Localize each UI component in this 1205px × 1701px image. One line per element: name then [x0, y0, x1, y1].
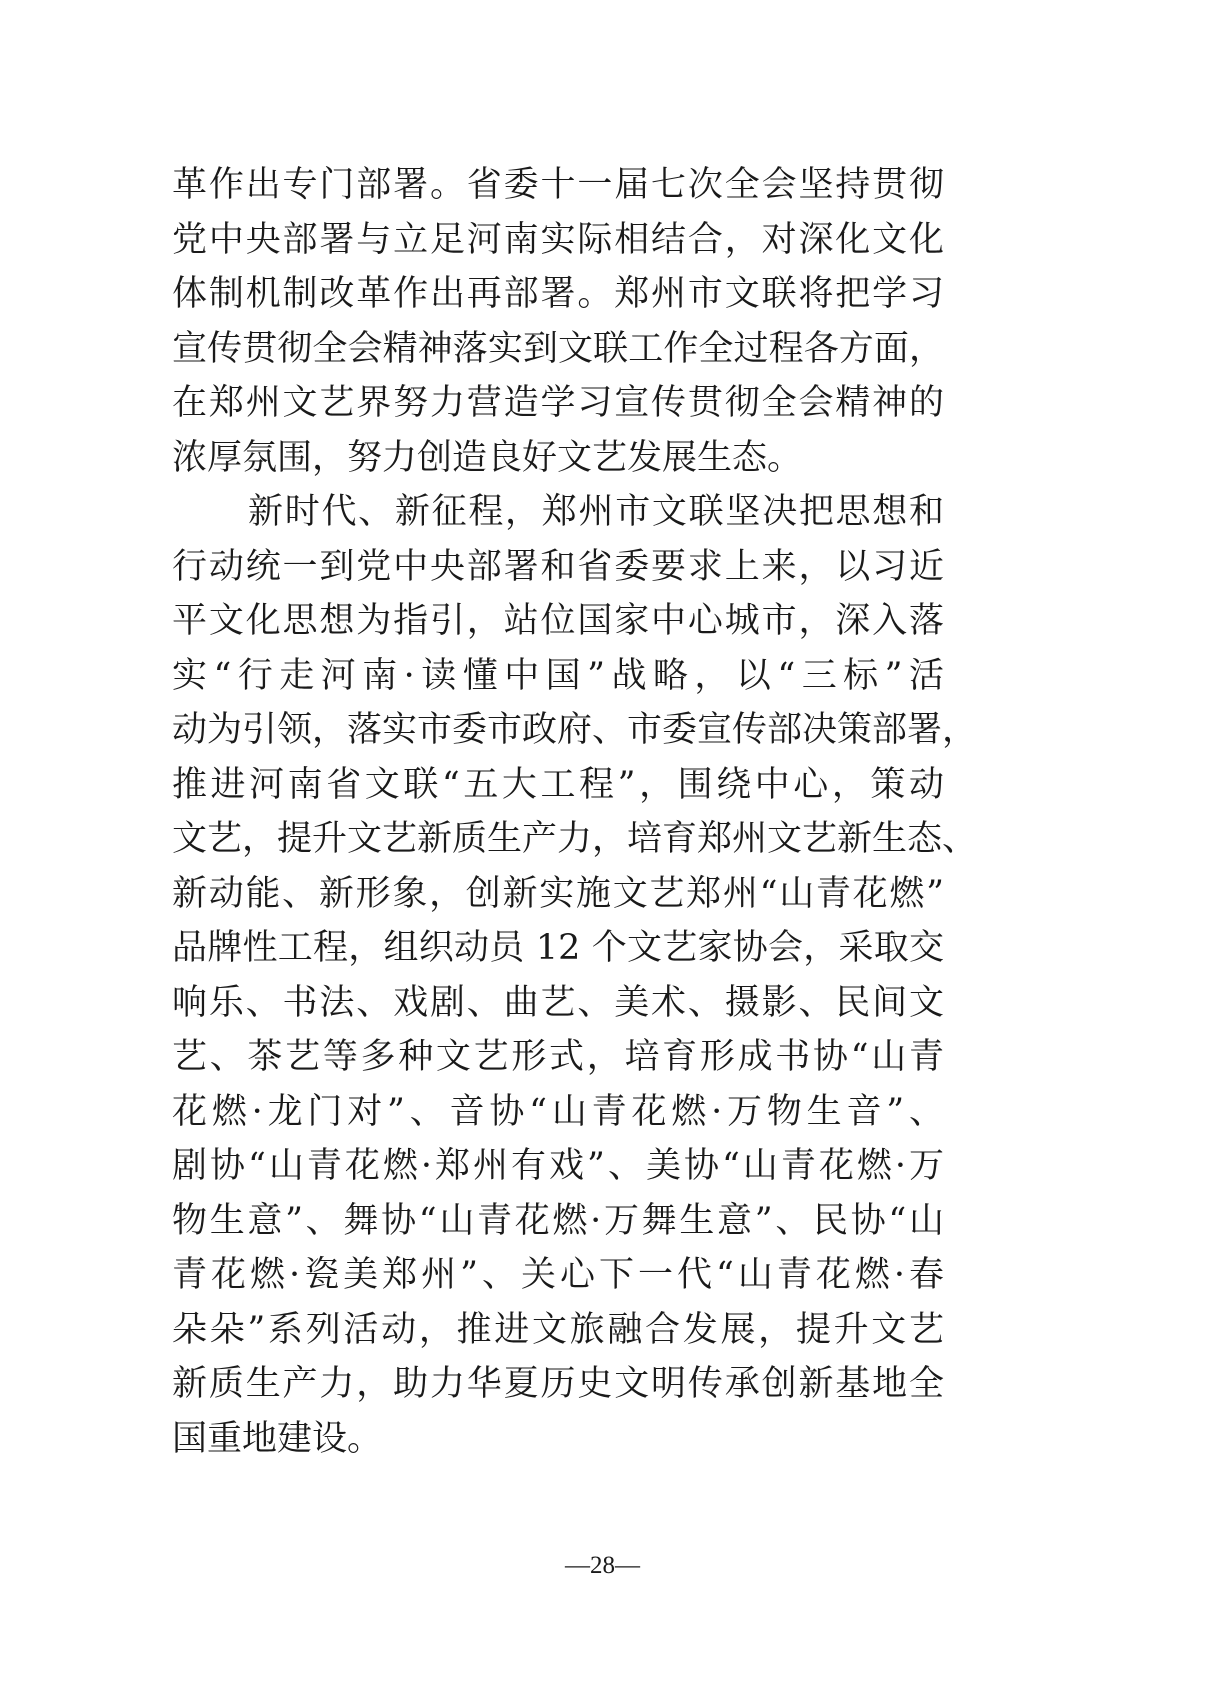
text-line: 新时代、新征程，郑州市文联坚决把思想和	[248, 492, 944, 532]
text-line: 体制机制改革作出再部署。郑州市文联将把学习	[172, 274, 944, 314]
text-line: 艺、茶艺等多种文艺形式，培育形成书协“山青	[172, 1037, 944, 1077]
text-line: 青花燃·瓷美郑州”、关心下一代“山青花燃·春	[172, 1255, 944, 1295]
text-line: 推进河南省文联“五大工程”，围绕中心，策动	[172, 764, 944, 805]
text-line: 物生意”、舞协“山青花燃·万舞生意”、民协“山	[172, 1200, 944, 1241]
text-line: 品牌性工程，组织动员 12 个文艺家协会，采取交	[172, 928, 944, 968]
text-line: 新质生产力，助力华夏历史文明传承创新基地全	[172, 1364, 944, 1404]
text-line: 革作出专门部署。省委十一届七次全会坚持贯彻	[172, 165, 944, 205]
text-line: 动为引领，落实市委市政府、市委宣传部决策部署，	[172, 710, 978, 750]
text-line: 国重地建设。	[172, 1418, 383, 1459]
text-line: 朵朵”系列活动，推进文旅融合发展，提升文艺	[172, 1309, 944, 1350]
text-line: 平文化思想为指引，站位国家中心城市，深入落	[172, 601, 944, 641]
text-line: 新动能、新形象，创新实施文艺郑州“山青花燃”	[172, 873, 944, 914]
text-line: 行动统一到党中央部署和省委要求上来，以习近	[172, 546, 944, 587]
text-line: 在郑州文艺界努力营造学习宣传贯彻全会精神的	[172, 383, 944, 423]
text-line: 响乐、书法、戏剧、曲艺、美术、摄影、民间文	[172, 982, 944, 1023]
text-line: 实“行走河南·读懂中国”战略，以“三标”活	[172, 655, 944, 696]
text-line: 文艺，提升文艺新质生产力，培育郑州文艺新生态、	[172, 819, 978, 859]
text-line: 剧协“山青花燃·郑州有戏”、美协“山青花燃·万	[172, 1146, 944, 1186]
text-line: 浓厚氛围，努力创造良好文艺发展生态。	[172, 437, 803, 478]
paragraph-2	[172, 485, 978, 1466]
text-line: 党中央部署与立足河南实际相结合，对深化文化	[172, 219, 944, 260]
body-text	[172, 158, 978, 1466]
text-line: 花燃·龙门对”、音协“山青花燃·万物生音”、	[172, 1091, 944, 1132]
text-line: 宣传贯彻全会精神落实到文联工作全过程各方面，	[172, 328, 944, 369]
paragraph-1	[172, 158, 944, 485]
page-number: —28—	[565, 1552, 640, 1579]
